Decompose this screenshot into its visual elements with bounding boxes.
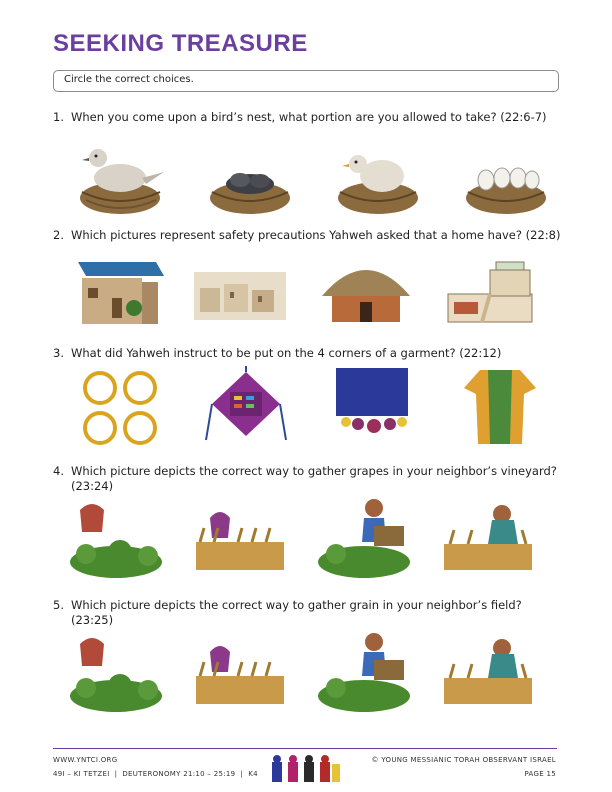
- question-1: [53, 110, 563, 125]
- house-with-parapet-image[interactable]: [440, 248, 540, 338]
- question-2: [53, 228, 563, 243]
- person-gathering-grain-image-2[interactable]: [438, 626, 538, 716]
- instructions-text: Circle the correct choices.: [64, 74, 194, 85]
- garment-with-bells-and-pomegranates-image[interactable]: [322, 364, 422, 454]
- person-in-grain-field-image-2[interactable]: [190, 626, 290, 716]
- person-in-vineyard-image-2[interactable]: [66, 626, 166, 716]
- person-gathering-grain-image-1[interactable]: [438, 492, 538, 582]
- footer-lesson-line: [53, 770, 258, 778]
- question-3: [53, 346, 563, 361]
- question-4-reference: (23:24): [71, 479, 114, 493]
- person-with-grape-basket-image-2[interactable]: [314, 626, 414, 716]
- nest-with-dove-image[interactable]: [72, 130, 172, 220]
- person-in-vineyard-image-1[interactable]: [66, 492, 166, 582]
- house-with-roof-canopy-image[interactable]: [72, 248, 172, 338]
- person-in-grain-field-image-1[interactable]: [190, 492, 290, 582]
- question-4: [53, 464, 563, 479]
- robe-garment-image[interactable]: [450, 364, 550, 454]
- question-number: 2.: [53, 228, 64, 242]
- footer-site: WWW.YNTCI.ORG: [53, 756, 118, 764]
- footer-rule: [53, 748, 557, 749]
- question-number: 5.: [53, 598, 64, 612]
- instructions-box: [53, 70, 559, 92]
- person-with-grape-basket-image-1[interactable]: [314, 492, 414, 582]
- footer-page-number: PAGE 15: [524, 770, 556, 778]
- question-text: Which picture depicts the correct way to gather grapes in your neighbor’s vineyard?: [71, 464, 557, 478]
- nest-with-eggs-image[interactable]: [456, 130, 556, 220]
- question-text: When you come upon a bird’s nest, what portion are you allowed to take? (22:6-7): [71, 110, 547, 124]
- question-5-reference: (23:25): [71, 613, 114, 627]
- question-5: [53, 598, 563, 613]
- question-number: 3.: [53, 346, 64, 360]
- footer-level: K4: [248, 770, 258, 778]
- tasseled-cloth-image[interactable]: [196, 364, 296, 454]
- nest-with-chicks-image[interactable]: [200, 130, 300, 220]
- footer-separator: |: [112, 770, 123, 778]
- question-number: 4.: [53, 464, 64, 478]
- question-text: Which pictures represent safety precautions Yahweh asked that a home have? (22:8): [71, 228, 561, 242]
- question-number: 1.: [53, 110, 64, 124]
- four-rings-image[interactable]: [72, 364, 172, 454]
- footer-scripture: DEUTERONOMY 21:10 – 25:19: [122, 770, 236, 778]
- question-text: Which picture depicts the correct way to gather grain in your neighbor’s field?: [71, 598, 522, 612]
- page-title: SEEKING TREASURE: [53, 30, 308, 57]
- nest-with-mother-and-eggs-image[interactable]: [328, 130, 428, 220]
- footer-lesson: 49I – KI TETZEI: [53, 770, 110, 778]
- desert-town-image[interactable]: [190, 248, 290, 338]
- thatched-hut-image[interactable]: [316, 248, 416, 338]
- footer-separator: |: [237, 770, 249, 778]
- question-text: What did Yahweh instruct to be put on the 4 corners of a garment? (22:12): [71, 346, 502, 360]
- footer-copyright: © YOUNG MESSIANIC TORAH OBSERVANT ISRAEL: [371, 756, 556, 764]
- logo-figures: [270, 754, 342, 784]
